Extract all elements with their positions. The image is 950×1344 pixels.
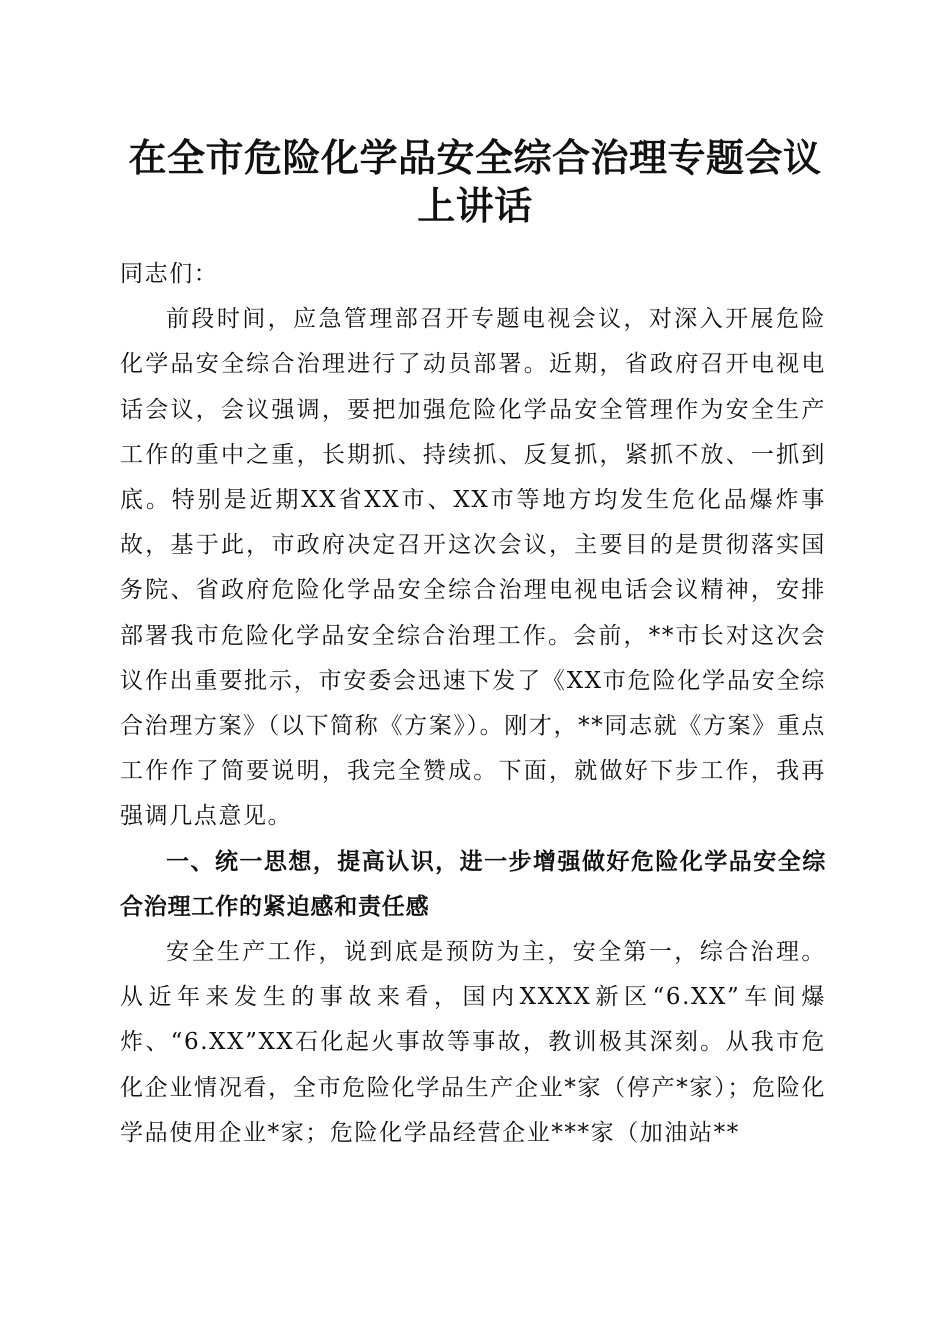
document-title: 在全市危险化学品安全综合治理专题会议上讲话 [128,135,822,228]
section-heading: 一、统一思想，提高认识，进一步增强做好危险化学品安全综合治理工作的紧迫感和责任感 [120,848,826,920]
salutation: 同志们： [120,261,219,287]
section-paragraph: 安全生产工作，说到底是预防为主，安全第一，综合治理。从近年来发生的事故来看，国内XXXX新区“6.XX”车间爆炸、“6.XX”XX石化起火事故等事故，教训极其深刻。从我市危化企业情况看，全市危险化学品生产企业*家（停产*家）；危险化学品使用企业*家；危险化学品经营企业***家（加油站** [120,939,826,1146]
document-body [120,252,826,1156]
intro-paragraph: 前段时间，应急管理部召开专题电视会议，对深入开展危险化学品安全综合治理进行了动员部署。近期，省政府召开电视电话会议，会议强调，要把加强危险化学品安全管理作为安全生产工作的重中之重，长期抓、持续抓、反复抓，紧抓不放、一抓到底。特别是近期XX省XX市、XX市等地方均发生危化品爆炸事故，基于此，市政府决定召开这次会议，主要目的是贯彻落实国务院、省政府危险化学品安全综合治理电视电话会议精神，安排部署我市危险化学品安全综合治理工作。会前，**市长对这次会议作出重要批示，市安委会迅速下发了《XX市危险化学品安全综合治理方案》（以下简称《方案》）。刚才，**同志就《方案》重点工作作了简要说明，我完全赞成。下面，就做好下步工作，我再强调几点意见。 [120,306,826,830]
